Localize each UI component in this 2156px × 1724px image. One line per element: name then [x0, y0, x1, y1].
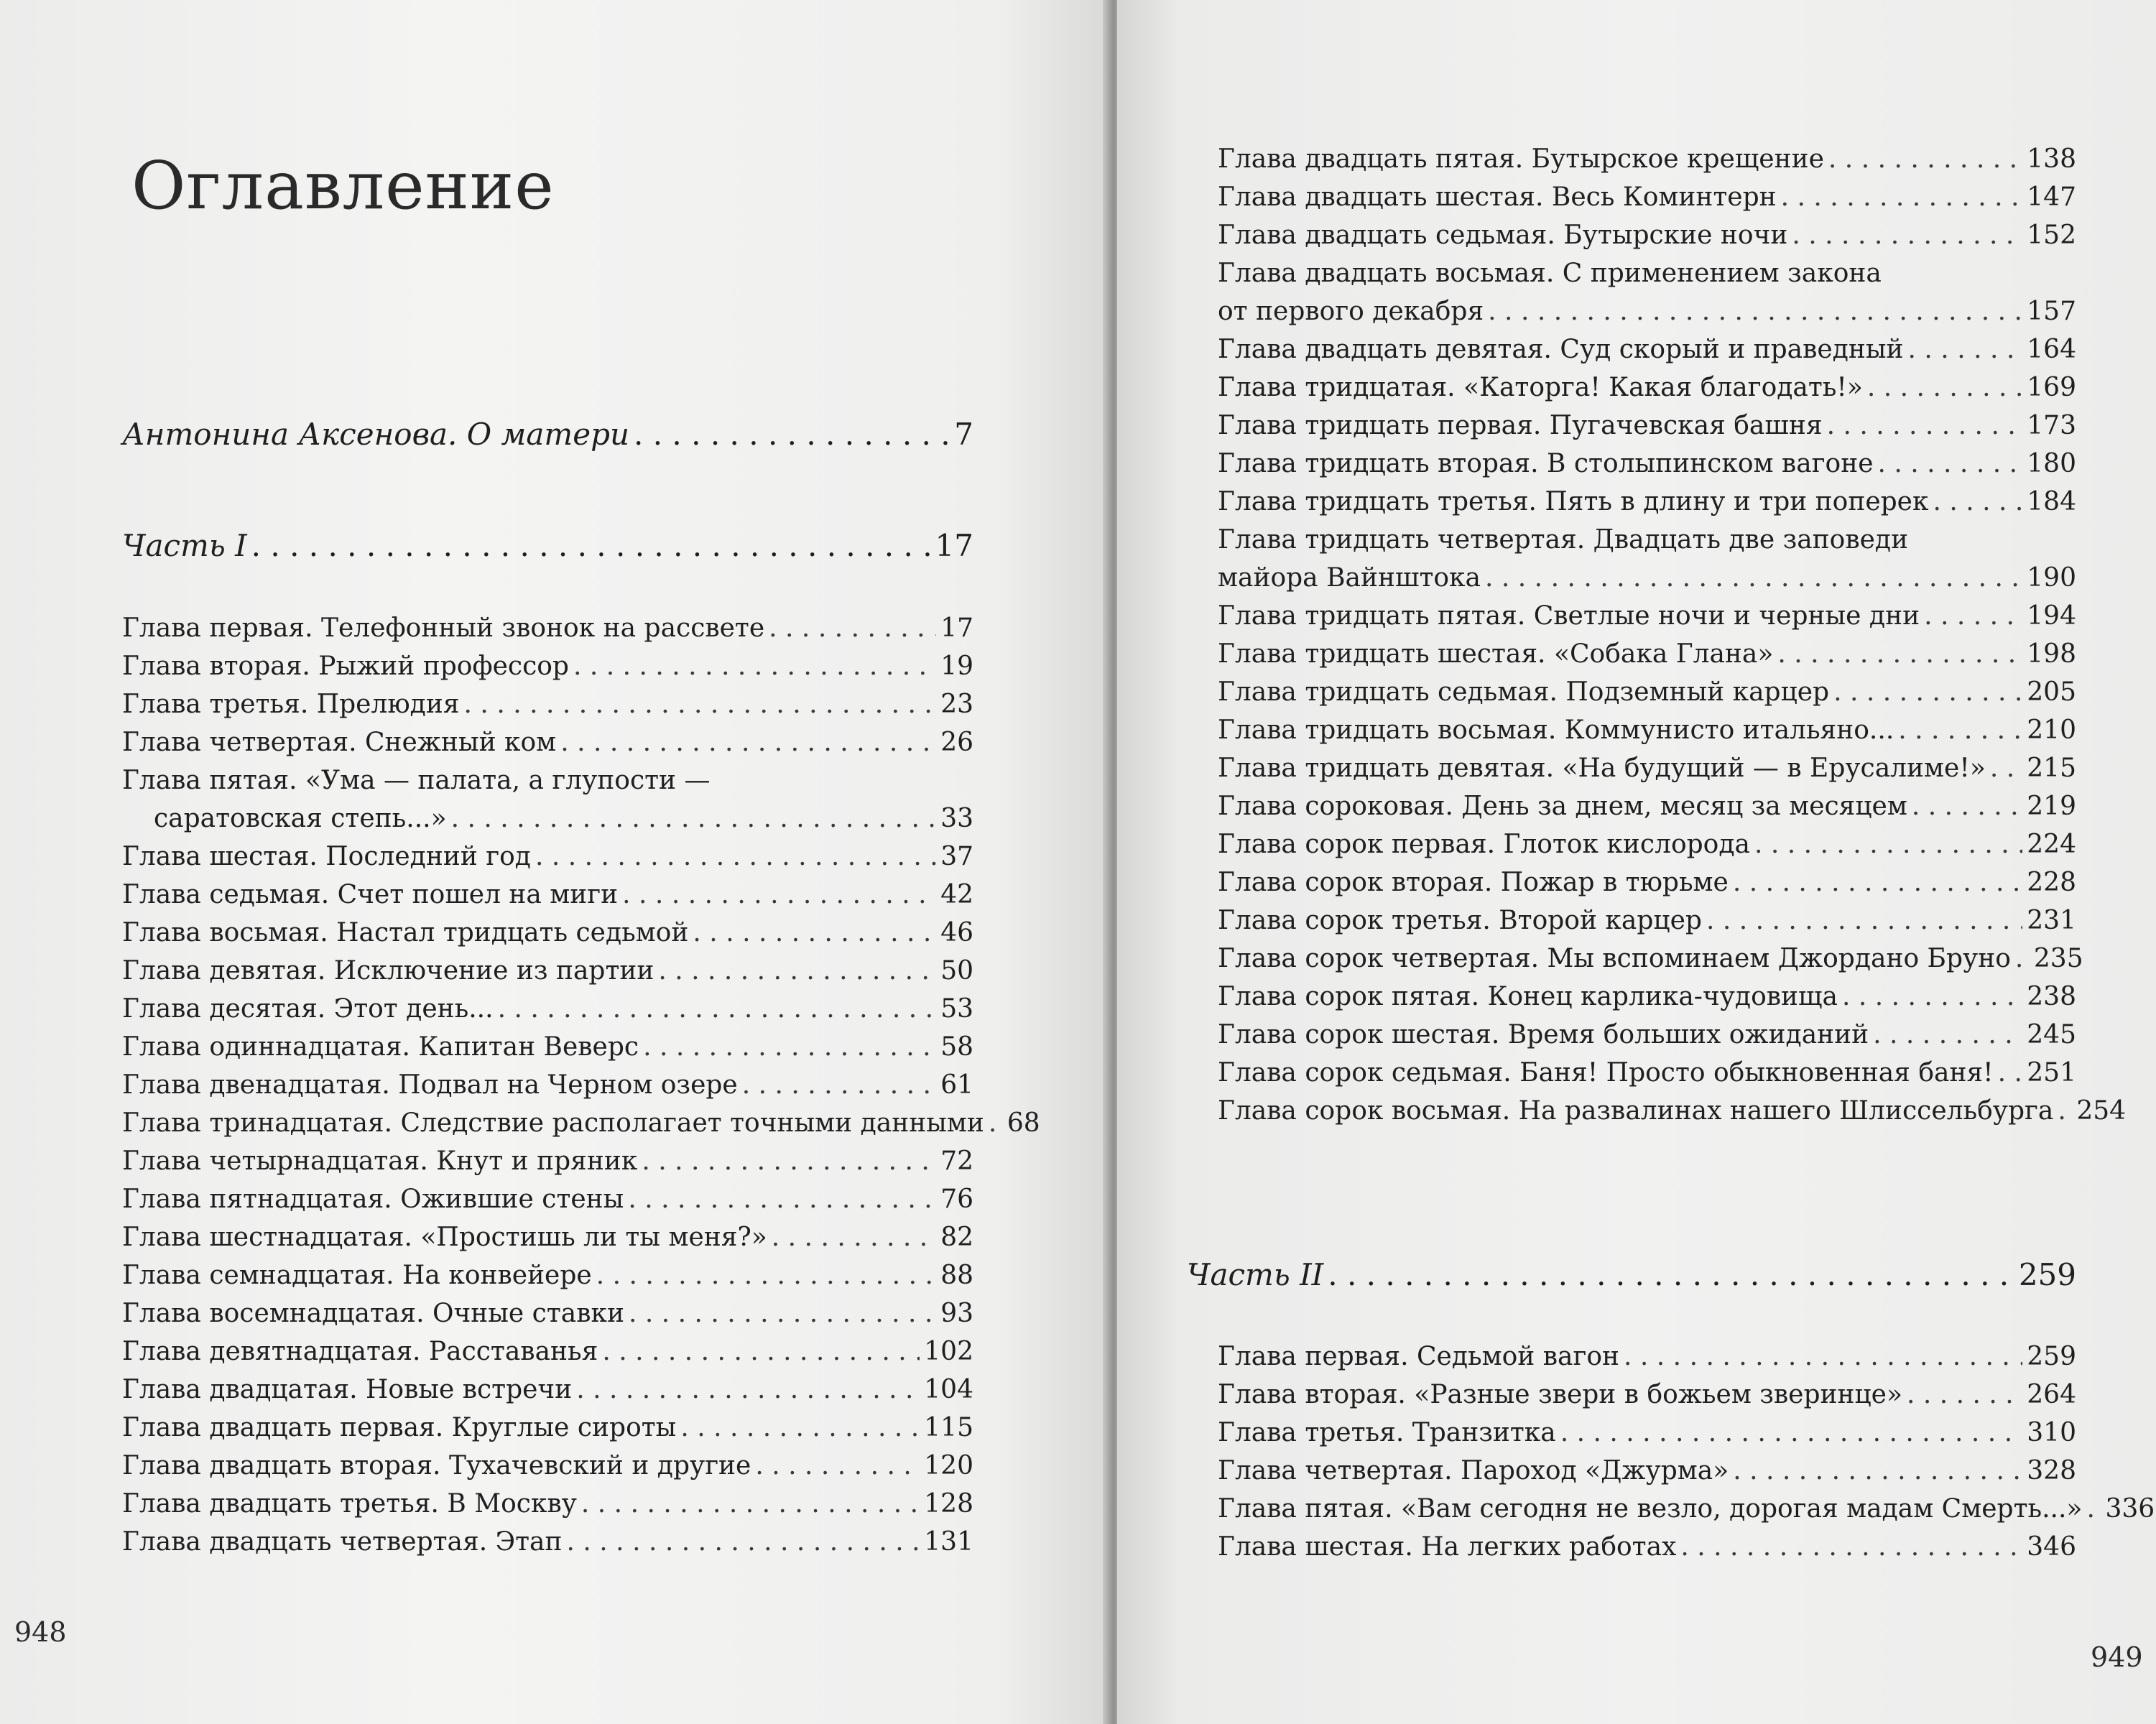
toc-entry-title: Глава двадцатая. Новые встречи	[122, 1375, 573, 1404]
toc-entry-page: 336	[2105, 1494, 2155, 1524]
toc-entry-page: 131	[924, 1527, 973, 1557]
dot-leader	[1754, 825, 2022, 863]
toc-entry-title: Глава пятая. «Ума — палата, а глупости —	[122, 766, 711, 795]
toc-entry-title: Глава тридцать восьмая. Коммунисто итальяно...	[1218, 715, 1894, 745]
toc-entry[interactable]	[122, 914, 973, 952]
toc-entry-title: Глава пятнадцатая. Ожившие стены	[122, 1185, 624, 1214]
toc-entry-page: 259	[2027, 1342, 2076, 1371]
dot-leader	[1781, 178, 2023, 216]
toc-entry-page: 37	[940, 842, 973, 871]
toc-part-page: 259	[2018, 1257, 2076, 1292]
toc-entry[interactable]	[1218, 1016, 2076, 1054]
dot-leader	[1908, 330, 2023, 369]
toc-entry-page: 93	[940, 1299, 973, 1328]
dot-leader	[451, 800, 937, 838]
toc-entry-page: 157	[2027, 297, 2076, 326]
page-number: 948	[14, 1616, 67, 1648]
toc-entry-page: 68	[1007, 1108, 1040, 1138]
toc-entry-page: 72	[940, 1146, 973, 1176]
toc-entry-title: Глава двадцать третья. В Москву	[122, 1489, 577, 1519]
dot-leader	[1485, 559, 2022, 597]
toc-entry[interactable]	[122, 952, 973, 990]
toc-entry-title: Глава первая. Седьмой вагон	[1218, 1342, 1620, 1371]
toc-list-left	[122, 609, 1040, 1561]
toc-entry-title: Глава двадцать четвертая. Этап	[122, 1527, 563, 1557]
toc-entry-title: Глава девятнадцатая. Расставанья	[122, 1337, 598, 1366]
toc-entry[interactable]	[1218, 1490, 2155, 1528]
toc-entry[interactable]	[122, 1066, 973, 1104]
toc-entry-title: Глава тридцать седьмая. Подземный карцер	[1218, 677, 1830, 707]
toc-entry-title-cont: саратовская степь...»	[154, 804, 447, 833]
toc-entry-title: Глава сорок первая. Глоток кислорода	[1218, 830, 1750, 859]
toc-entry-page: 46	[940, 918, 973, 947]
dot-leader	[628, 1180, 936, 1218]
toc-entry-title: Глава одиннадцатая. Капитан Веверс	[122, 1032, 639, 1062]
toc-intro-title: Антонина Аксенова. О матери	[122, 417, 630, 452]
toc-entry-title: Глава восьмая. Настал тридцать седьмой	[122, 918, 689, 947]
toc-entry-page: 102	[924, 1337, 973, 1366]
toc-entry-page: 115	[924, 1413, 973, 1442]
toc-entry[interactable]	[1218, 178, 2076, 216]
toc-entry-title: Глава двадцать девятая. Суд скорый и праведный	[1218, 335, 1904, 364]
toc-entry[interactable]	[1218, 521, 2076, 597]
toc-entry-page: 173	[2027, 411, 2076, 440]
toc-entry-title: Глава сорок пятая. Конец карлика-чудовища	[1218, 982, 1838, 1011]
toc-intro-entry[interactable]	[122, 417, 973, 452]
toc-entry-title: Глава сорок третья. Второй карцер	[1218, 906, 1702, 935]
toc-entry-title: Глава сорок шестая. Время больших ожиданий	[1218, 1020, 1869, 1049]
dot-leader	[658, 952, 936, 990]
toc-entry-page: 251	[2027, 1058, 2076, 1088]
toc-entry-title: Глава тридцатая. «Каторга! Какая благодать!»	[1218, 373, 1863, 402]
toc-entry[interactable]	[122, 838, 973, 876]
toc-entry-page: 82	[940, 1223, 973, 1252]
toc-entry-page: 120	[924, 1451, 973, 1480]
toc-entry-page: 50	[940, 956, 973, 986]
toc-entry-title: Глава сорок четвертая. Мы вспоминаем Джордано Бруно	[1218, 944, 2011, 973]
toc-entry-title: Глава тридцать вторая. В столыпинском вагоне	[1218, 449, 1874, 478]
dot-leader	[1833, 673, 2022, 711]
toc-entry[interactable]	[122, 1104, 1040, 1142]
toc-entry-page: 76	[940, 1185, 973, 1214]
toc-entry[interactable]	[122, 990, 973, 1028]
dot-leader	[1488, 292, 2022, 330]
toc-entry-title: Глава двадцать вторая. Тухачевский и другие	[122, 1451, 751, 1480]
dot-leader	[1777, 635, 2022, 673]
toc-entry-title: Глава вторая. Рыжий профессор	[122, 652, 569, 681]
toc-entry-page: 210	[2027, 715, 2076, 745]
toc-entry[interactable]	[122, 1447, 973, 1485]
toc-entry-page: 310	[2027, 1418, 2076, 1447]
dot-leader	[567, 1523, 920, 1561]
toc-entry-title: Глава первая. Телефонный звонок на рассвете	[122, 613, 765, 643]
toc-entry[interactable]	[122, 1142, 973, 1180]
dot-leader	[2058, 1092, 2072, 1130]
toc-entry-title-cont: майора Вайнштока	[1218, 563, 1481, 593]
dot-leader	[693, 914, 936, 952]
dot-leader	[1990, 749, 2022, 787]
toc-entry[interactable]	[1218, 673, 2076, 711]
toc-entry-title: Глава седьмая. Счет пошел на миги	[122, 880, 619, 909]
toc-entry-page: 194	[2027, 601, 2076, 631]
toc-entry-title: Глава тридцать четвертая. Двадцать две заповеди	[1218, 525, 1909, 555]
dot-leader	[464, 685, 937, 723]
toc-entry-page: 138	[2027, 144, 2076, 174]
toc-entry-title: Глава третья. Прелюдия	[122, 690, 460, 719]
toc-entry-page: 23	[940, 690, 973, 719]
toc-entry-page: 215	[2027, 754, 2076, 783]
toc-entry-page: 346	[2027, 1532, 2076, 1562]
dot-leader	[498, 990, 937, 1028]
dot-leader	[1907, 1376, 2022, 1414]
toc-entry-title: Глава тринадцатая. Следствие располагает точными данными	[122, 1108, 984, 1138]
dot-leader	[1680, 1528, 2022, 1566]
toc-part-page: 17	[935, 528, 973, 563]
toc-list-part2	[1218, 1338, 2155, 1566]
dot-leader	[1898, 711, 2022, 749]
toc-entry-title: Глава шестая. Последний год	[122, 842, 531, 871]
dot-leader	[1733, 863, 2022, 902]
dot-leader	[1792, 216, 2022, 254]
toc-entry-page: 128	[924, 1489, 973, 1519]
dot-leader	[1998, 1054, 2023, 1092]
toc-entry-title: Глава шестая. На легких работах	[1218, 1532, 1677, 1562]
toc-entry-page: 61	[940, 1070, 973, 1100]
toc-entry-page: 88	[940, 1261, 973, 1290]
toc-entry-title: Глава двадцать пятая. Бутырское крещение	[1218, 144, 1824, 174]
dot-leader	[2086, 1490, 2101, 1528]
toc-entry-title: Глава десятая. Этот день...	[122, 994, 494, 1024]
toc-entry[interactable]	[1218, 978, 2076, 1016]
toc-entry-title: Глава двадцать восьмая. С применением закона	[1218, 259, 1882, 288]
toc-entry-page: 198	[2027, 639, 2076, 669]
toc-entry[interactable]	[1218, 1452, 2076, 1490]
dot-leader	[680, 1409, 920, 1447]
toc-entry[interactable]	[1218, 863, 2076, 902]
toc-entry[interactable]	[122, 1409, 973, 1447]
toc-entry[interactable]	[1218, 635, 2076, 673]
toc-entry-page: 205	[2027, 677, 2076, 707]
toc-entry-title: Глава сорок восьмая. На развалинах нашего Шлиссельбурга	[1218, 1096, 2054, 1126]
toc-part-entry[interactable]	[122, 528, 973, 563]
toc-intro-page: 7	[954, 417, 973, 452]
toc-entry[interactable]	[1218, 902, 2076, 940]
dot-leader	[596, 1256, 936, 1294]
toc-entry-page: 228	[2027, 868, 2076, 897]
toc-entry-title-cont: от первого декабря	[1218, 297, 1484, 326]
toc-entry-page: 224	[2027, 830, 2076, 859]
toc-part-title: Часть I	[122, 528, 247, 563]
toc-entry[interactable]	[122, 1180, 973, 1218]
toc-entry[interactable]	[122, 1028, 973, 1066]
toc-entry[interactable]	[122, 1485, 973, 1523]
toc-entry[interactable]	[122, 609, 973, 647]
toc-entry-title: Глава четвертая. Снежный ком	[122, 728, 557, 757]
toc-entry[interactable]	[122, 1256, 973, 1294]
toc-entry[interactable]	[1218, 254, 2076, 330]
toc-entry-page: 42	[940, 880, 973, 909]
dot-leader	[643, 1028, 936, 1066]
toc-entry-title: Глава шестнадцатая. «Простишь ли ты меня?»	[122, 1223, 767, 1252]
dot-leader	[1878, 445, 2023, 483]
toc-part-entry[interactable]	[1187, 1257, 2076, 1292]
toc-entry-page: 53	[940, 994, 973, 1024]
dot-leader	[1733, 1452, 2022, 1490]
dot-leader	[573, 647, 936, 685]
toc-entry[interactable]	[122, 1294, 973, 1333]
dot-leader	[1827, 407, 2023, 445]
dot-leader	[2015, 940, 2030, 978]
dot-leader	[1328, 1257, 2014, 1292]
dot-leader	[576, 1371, 920, 1409]
toc-entry-title: Глава сорок вторая. Пожар в тюрьме	[1218, 868, 1729, 897]
dot-leader	[1624, 1338, 2022, 1376]
toc-entry-title: Глава тридцать девятая. «На будущий — в Ерусалиме!»	[1218, 754, 1986, 783]
dot-leader	[1842, 978, 2022, 1016]
toc-entry-title: Глава вторая. «Разные звери в божьем зверинце»	[1218, 1380, 1902, 1409]
toc-entry[interactable]	[1218, 1414, 2076, 1452]
toc-entry-page: 231	[2027, 906, 2076, 935]
toc-entry[interactable]	[122, 1523, 973, 1561]
dot-leader	[755, 1447, 920, 1485]
toc-list-right	[1218, 140, 2127, 1130]
toc-entry-title: Глава четвертая. Пароход «Джурма»	[1218, 1456, 1729, 1486]
dot-leader	[1867, 369, 2022, 407]
dot-leader	[629, 1294, 936, 1333]
toc-entry-page: 152	[2027, 221, 2076, 250]
toc-entry[interactable]	[122, 876, 973, 914]
dot-leader	[1912, 787, 2022, 825]
toc-entry[interactable]	[122, 647, 973, 685]
toc-entry-title: Глава тридцать шестая. «Собака Глана»	[1218, 639, 1774, 669]
toc-entry[interactable]	[122, 723, 973, 761]
toc-entry-page: 235	[2033, 944, 2083, 973]
toc-entry[interactable]	[1218, 749, 2076, 787]
dot-leader	[1924, 597, 2022, 635]
toc-entry[interactable]	[1218, 407, 2076, 445]
dot-leader	[772, 1218, 936, 1256]
toc-entry-title: Глава тридцать первая. Пугачевская башня	[1218, 411, 1823, 440]
toc-entry-page: 58	[940, 1032, 973, 1062]
toc-entry-page: 33	[940, 804, 973, 833]
toc-entry-title: Глава двадцать шестая. Весь Коминтерн	[1218, 182, 1777, 212]
dot-leader	[1706, 902, 2022, 940]
dot-leader	[560, 723, 936, 761]
toc-entry-title: Глава двенадцатая. Подвал на Черном озере	[122, 1070, 738, 1100]
toc-entry-title: Глава двадцать седьмая. Бутырские ночи	[1218, 221, 1788, 250]
toc-entry[interactable]	[1218, 1092, 2127, 1130]
toc-entry-title: Глава пятая. «Вам сегодня не везло, дорогая мадам Смерть...»	[1218, 1494, 2083, 1524]
toc-entry[interactable]	[122, 1218, 973, 1256]
toc-entry[interactable]	[1218, 1054, 2076, 1092]
toc-entry-page: 104	[924, 1375, 973, 1404]
dot-leader	[989, 1104, 1003, 1142]
toc-entry[interactable]	[122, 761, 973, 838]
toc-entry-page: 184	[2027, 487, 2076, 516]
toc-entry-title: Глава восемнадцатая. Очные ставки	[122, 1299, 624, 1328]
toc-entry[interactable]	[1218, 1528, 2076, 1566]
dot-leader	[622, 876, 936, 914]
toc-entry-title: Глава тридцать пятая. Светлые ночи и черные дни	[1218, 601, 1920, 631]
toc-entry-page: 180	[2027, 449, 2076, 478]
toc-entry-title: Глава третья. Транзитка	[1218, 1418, 1556, 1447]
toc-entry-page: 254	[2076, 1096, 2127, 1126]
toc-entry-page: 219	[2027, 792, 2076, 821]
toc-entry[interactable]	[1218, 140, 2076, 178]
toc-entry[interactable]	[1218, 445, 2076, 483]
toc-entry[interactable]	[122, 685, 973, 723]
page-title: Оглавление	[131, 147, 555, 224]
page-number: 949	[2091, 1641, 2143, 1673]
dot-leader	[642, 1142, 936, 1180]
toc-entry-page: 245	[2027, 1020, 2076, 1049]
toc-entry[interactable]	[1218, 1338, 2076, 1376]
dot-leader	[1933, 483, 2023, 521]
dot-leader	[742, 1066, 936, 1104]
toc-entry-page: 328	[2027, 1456, 2076, 1486]
dot-leader	[581, 1485, 920, 1523]
dot-leader	[634, 417, 950, 452]
toc-entry-title: Глава тридцать третья. Пять в длину и три поперек	[1218, 487, 1929, 516]
toc-entry[interactable]	[1218, 787, 2076, 825]
dot-leader	[1873, 1016, 2022, 1054]
toc-part-title: Часть II	[1187, 1257, 1324, 1292]
dot-leader	[251, 528, 931, 563]
toc-entry-page: 147	[2027, 182, 2076, 212]
toc-entry[interactable]	[1218, 369, 2076, 407]
toc-entry[interactable]	[1218, 216, 2076, 254]
dot-leader	[1560, 1414, 2023, 1452]
dot-leader	[535, 838, 936, 876]
toc-entry[interactable]	[1218, 483, 2076, 521]
toc-entry-page: 26	[940, 728, 973, 757]
toc-entry-title: Глава двадцать первая. Круглые сироты	[122, 1413, 677, 1442]
toc-entry-page: 164	[2027, 335, 2076, 364]
dot-leader	[602, 1333, 920, 1371]
toc-entry-title: Глава девятая. Исключение из партии	[122, 956, 654, 986]
dot-leader	[1828, 140, 2022, 178]
toc-entry-title: Глава четырнадцатая. Кнут и пряник	[122, 1146, 638, 1176]
toc-entry-page: 169	[2027, 373, 2076, 402]
toc-entry-page: 19	[940, 652, 973, 681]
dot-leader	[769, 609, 936, 647]
toc-entry[interactable]	[1218, 940, 2083, 978]
toc-entry[interactable]	[1218, 330, 2076, 369]
toc-entry-page: 238	[2027, 982, 2076, 1011]
toc-entry-title: Глава сороковая. День за днем, месяц за месяцем	[1218, 792, 1907, 821]
toc-entry[interactable]	[1218, 597, 2076, 635]
toc-entry[interactable]	[1218, 1376, 2076, 1414]
toc-entry-title: Глава семнадцатая. На конвейере	[122, 1261, 592, 1290]
toc-entry[interactable]	[122, 1333, 973, 1371]
toc-entry[interactable]	[122, 1371, 973, 1409]
toc-entry-title: Глава сорок седьмая. Баня! Просто обыкновенная баня!	[1218, 1058, 1994, 1088]
toc-entry-page: 264	[2027, 1380, 2076, 1409]
toc-entry-page: 190	[2027, 563, 2076, 593]
toc-entry[interactable]	[1218, 825, 2076, 863]
toc-entry[interactable]	[1218, 711, 2076, 749]
toc-entry-page: 17	[940, 613, 973, 643]
